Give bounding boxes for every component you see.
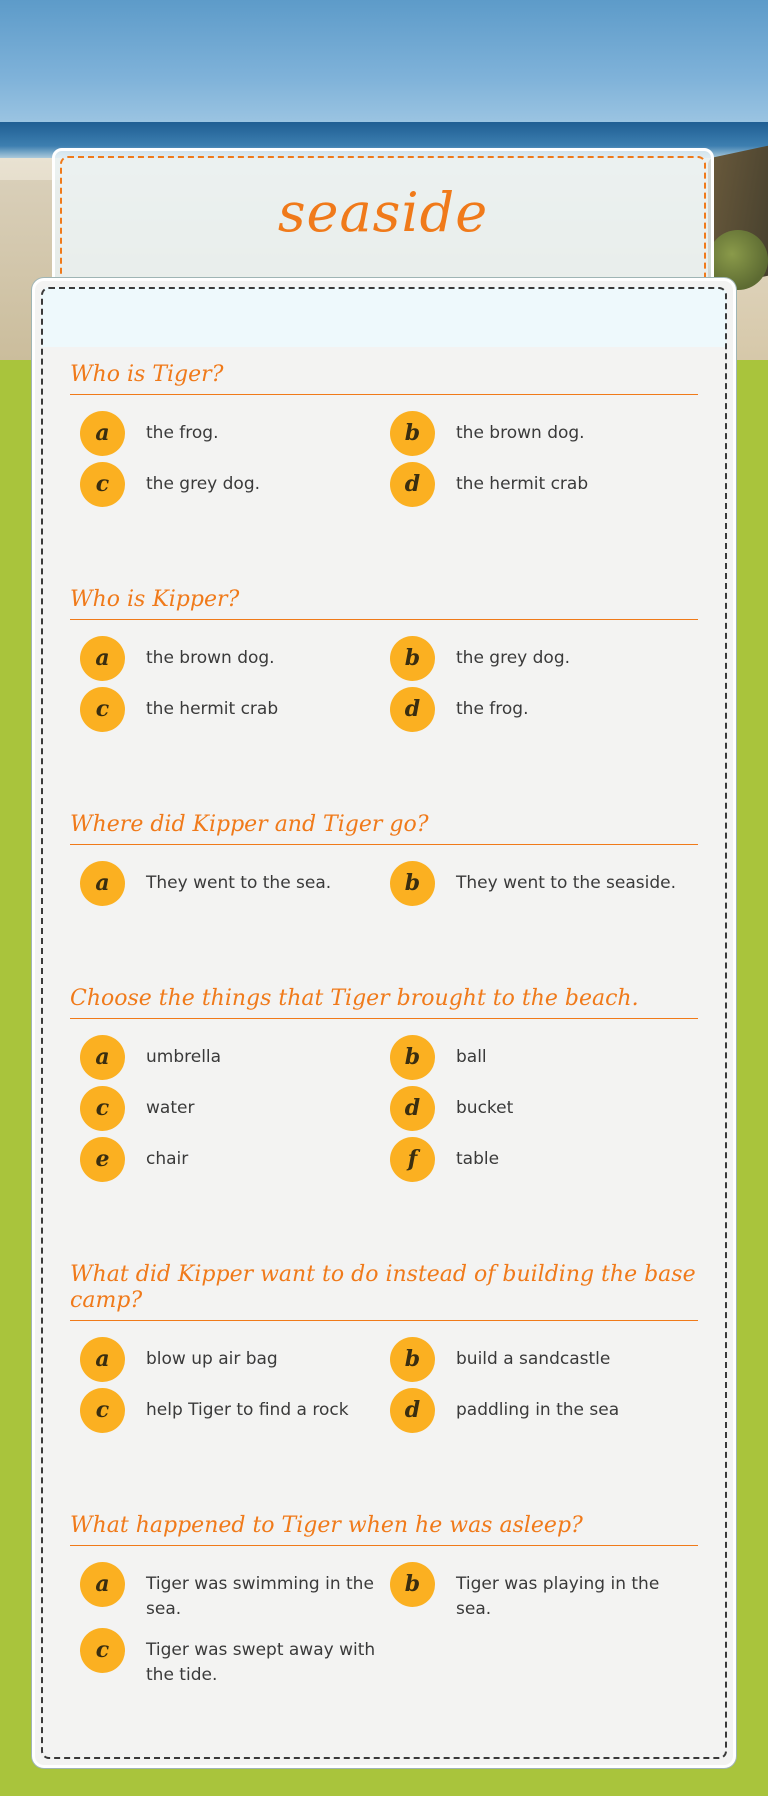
option-b[interactable] bbox=[380, 861, 690, 906]
option-text: Tiger was playing in the sea. bbox=[456, 1574, 660, 1619]
option-text: paddling in the sea bbox=[456, 1400, 620, 1420]
option-letter-badge: b bbox=[390, 1035, 435, 1080]
option-text: the hermit crab bbox=[146, 699, 279, 719]
option-d[interactable] bbox=[380, 1388, 690, 1433]
option-text: They went to the sea. bbox=[146, 873, 332, 893]
option-letter-badge: b bbox=[390, 1562, 435, 1607]
question-text: What happened to Tiger when he was asleep? bbox=[70, 1513, 698, 1546]
title-card bbox=[52, 148, 714, 298]
option-c[interactable] bbox=[70, 1388, 380, 1433]
option-text: chair bbox=[146, 1149, 189, 1169]
option-a[interactable] bbox=[70, 1562, 380, 1622]
option-a[interactable] bbox=[70, 411, 380, 456]
option-text: the frog. bbox=[456, 699, 529, 719]
option-text: table bbox=[456, 1149, 500, 1169]
option-letter-badge: b bbox=[390, 411, 435, 456]
question-text: Who is Kipper? bbox=[70, 587, 698, 620]
option-letter-badge: c bbox=[80, 1388, 125, 1433]
option-c[interactable] bbox=[70, 1628, 380, 1688]
question-1 bbox=[70, 362, 698, 507]
option-letter-badge: f bbox=[390, 1137, 435, 1182]
option-text: the hermit crab bbox=[456, 474, 589, 494]
question-5 bbox=[70, 1262, 698, 1433]
question-3 bbox=[70, 812, 698, 906]
option-text: bucket bbox=[456, 1098, 514, 1118]
question-text: What did Kipper want to do instead of building the base camp? bbox=[70, 1262, 698, 1321]
option-b[interactable] bbox=[380, 411, 690, 456]
option-b[interactable] bbox=[380, 1337, 690, 1382]
option-letter-badge: a bbox=[80, 411, 125, 456]
sky bbox=[0, 0, 768, 130]
option-text: the grey dog. bbox=[456, 648, 571, 668]
option-text: ball bbox=[456, 1047, 487, 1067]
option-letter-badge: a bbox=[80, 861, 125, 906]
option-text: help Tiger to find a rock bbox=[146, 1400, 349, 1420]
option-letter-badge: d bbox=[390, 1086, 435, 1131]
option-c[interactable] bbox=[70, 1086, 380, 1131]
option-letter-badge: c bbox=[80, 462, 125, 507]
option-text: They went to the seaside. bbox=[456, 873, 677, 893]
option-letter-badge: c bbox=[80, 687, 125, 732]
option-letter-badge: d bbox=[390, 462, 435, 507]
question-2 bbox=[70, 587, 698, 732]
option-a[interactable] bbox=[70, 1337, 380, 1382]
option-letter-badge: d bbox=[390, 1388, 435, 1433]
option-letter-badge: a bbox=[80, 1035, 125, 1080]
option-f[interactable] bbox=[380, 1137, 690, 1182]
option-a[interactable] bbox=[70, 861, 380, 906]
option-letter-badge: a bbox=[80, 1337, 125, 1382]
option-text: the brown dog. bbox=[146, 648, 275, 668]
question-6 bbox=[70, 1513, 698, 1688]
option-c[interactable] bbox=[70, 687, 380, 732]
option-text: build a sandcastle bbox=[456, 1349, 611, 1369]
option-e[interactable] bbox=[70, 1137, 380, 1182]
option-c[interactable] bbox=[70, 462, 380, 507]
option-letter-badge: a bbox=[80, 636, 125, 681]
question-text: Who is Tiger? bbox=[70, 362, 698, 395]
option-b[interactable] bbox=[380, 636, 690, 681]
question-text: Where did Kipper and Tiger go? bbox=[70, 812, 698, 845]
question-text: Choose the things that Tiger brought to the beach. bbox=[70, 986, 698, 1019]
option-text: Tiger was swept away with the tide. bbox=[146, 1640, 376, 1685]
option-text: blow up air bag bbox=[146, 1349, 278, 1369]
option-d[interactable] bbox=[380, 462, 690, 507]
option-letter-badge: b bbox=[390, 636, 435, 681]
option-text: the grey dog. bbox=[146, 474, 261, 494]
option-letter-badge: b bbox=[390, 1337, 435, 1382]
option-a[interactable] bbox=[70, 636, 380, 681]
option-letter-badge: e bbox=[80, 1137, 125, 1182]
option-letter-badge: b bbox=[390, 861, 435, 906]
option-text: umbrella bbox=[146, 1047, 222, 1067]
option-a[interactable] bbox=[70, 1035, 380, 1080]
option-text: water bbox=[146, 1098, 195, 1118]
option-b[interactable] bbox=[380, 1562, 690, 1622]
page-title: seaside bbox=[277, 181, 489, 244]
option-b[interactable] bbox=[380, 1035, 690, 1080]
option-letter-badge: d bbox=[390, 687, 435, 732]
option-text: the brown dog. bbox=[456, 423, 585, 443]
option-d[interactable] bbox=[380, 1086, 690, 1131]
option-d[interactable] bbox=[380, 687, 690, 732]
option-letter-badge: a bbox=[80, 1562, 125, 1607]
option-letter-badge: c bbox=[80, 1628, 125, 1673]
option-text: the frog. bbox=[146, 423, 219, 443]
option-letter-badge: c bbox=[80, 1086, 125, 1131]
question-4 bbox=[70, 986, 698, 1182]
option-text: Tiger was swimming in the sea. bbox=[146, 1574, 374, 1619]
